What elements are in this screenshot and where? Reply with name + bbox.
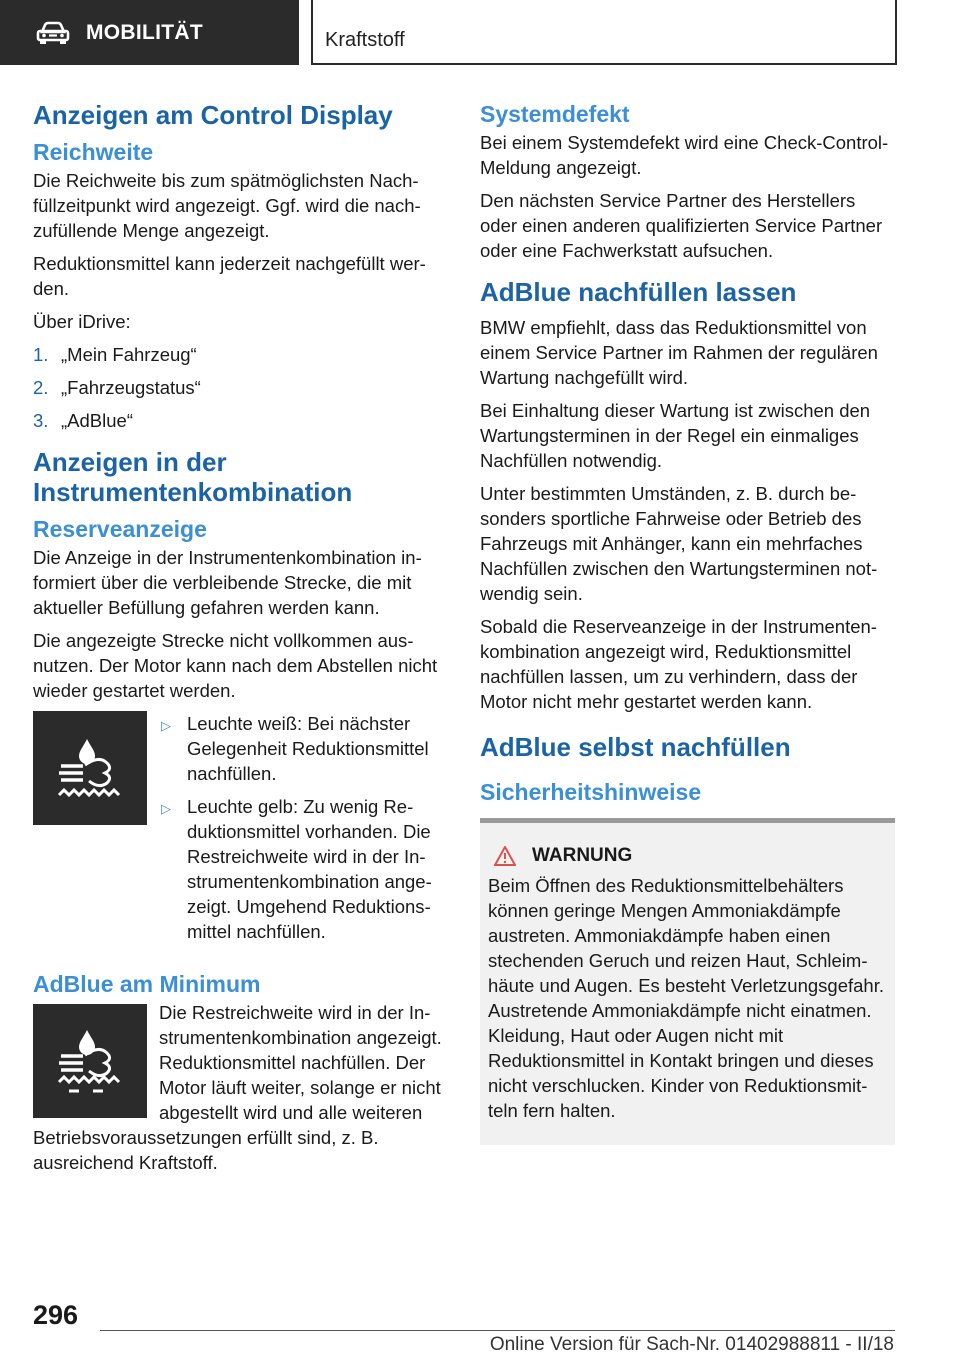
paragraph-service-2: Bei Einhaltung dieser Wartung ist zwischen den Wartungsterminen in der Regel ein einmaliges Nachfüllen notwendig. (480, 400, 871, 471)
heading-defect: Systemdefekt (480, 101, 630, 127)
triangle-bullet-icon: ▷ (161, 718, 171, 733)
paragraph-service-4: Sobald die Reserveanzeige in der Instrumentenkombination angezeigt wird, Reduktionsmittel nachfüllen lassen, um zu verhindern, dass der Motor nicht mehr gestartet werden kann. (480, 616, 877, 712)
warning-header (488, 845, 887, 867)
step-text: „Mein Fahrzeug“ (61, 344, 197, 365)
list-item (33, 408, 448, 433)
adblue-reserve-icon (33, 711, 147, 825)
right-column (480, 100, 895, 1145)
list-item (33, 375, 448, 400)
idrive-steps (33, 342, 448, 433)
section-label: MOBILITÄT (86, 20, 204, 44)
paragraph-defect-1: Bei einem Systemdefekt wird eine Check-Control-Meldung angezeigt. (480, 132, 889, 178)
warning-title: WARNUNG (532, 845, 633, 866)
adblue-minimum-icon (33, 1004, 147, 1118)
footer-divider (100, 1330, 895, 1331)
minimum-block (33, 1000, 448, 1175)
reserve-indicator-block (33, 711, 448, 952)
footer-text: Online Version für Sach-Nr. 01402988811 - II/18 (489, 1334, 894, 1355)
bullet-text: Leuchte gelb: Zu wenig Reduktionsmittel vorhanden. Die Restreichweite wird in der Instrumentenkombination angezeigt. Umgehend Reduktionsmittel nachfüllen. (187, 796, 432, 942)
list-item (33, 342, 448, 367)
step-number: 2. (33, 377, 49, 398)
page-number: 296 (33, 1300, 79, 1330)
breadcrumb (311, 0, 897, 65)
heading-minimum: AdBlue am Minimum (33, 971, 261, 997)
triangle-bullet-icon: ▷ (161, 801, 171, 816)
step-text: „Fahrzeugstatus“ (61, 377, 201, 398)
paragraph-service-3: Unter bestimmten Umständen, z. B. durch besonders sportliche Fahrweise oder Betrieb des Fahrzeugs mit Anhänger, kann ein mehrfaches Nachfüllen zwischen den Wartungsterminen notwendig sein. (480, 483, 878, 604)
left-column (33, 100, 448, 1183)
paragraph-reserve-2: Die angezeigte Strecke nicht vollkommen ausnutzen. Der Motor kann nach dem Abstellen nicht wieder gestartet werden. (33, 630, 438, 701)
paragraph-service-1: BMW empfiehlt, dass das Reduktionsmittel von einem Service Partner im Rahmen der regulären Wartung nachgefüllt wird. (480, 317, 878, 388)
warning-box (480, 818, 895, 1145)
heading-safety: Sicherheitshinweise (480, 779, 702, 805)
indicator-bullets (161, 711, 448, 952)
step-number: 3. (33, 410, 49, 431)
list-item (161, 794, 448, 944)
paragraph-minimum: Die Restreichweite wird in der Instrumentenkombination angezeigt. Reduktionsmittel nachfüllen. Der Motor läuft weiter, solange er nicht abgestellt wird und alle weiteren Betriebsvoraussetzungen erfüllt sind, z. B. ausreichend Kraftstoff. (33, 1002, 442, 1173)
step-number: 1. (33, 344, 49, 365)
breadcrumb-label: Kraftstoff (325, 29, 405, 51)
list-item (161, 711, 448, 786)
heading-reserve: Reserveanzeige (33, 516, 207, 542)
warning-text: Beim Öffnen des Reduktionsmittelbehälters können geringe Mengen Ammoniakdämpfe austreten. Ammoniakdämpfe haben einen stechenden Geruch und reizen Haut, Schleimhäute und Augen. Es besteht Verletzungsgefahr. Austretende Ammoniakdämpfe nicht einatmen. Kleidung, Haut oder Augen nicht mit Reduktionsmittel in Kontakt bringen und dieses nicht verschlucken. Kinder von Reduktionsmitteln fern halten. (488, 875, 884, 1121)
section-tab[interactable] (0, 0, 299, 65)
heading-range: Reichweite (33, 139, 154, 165)
warning-triangle-icon (494, 846, 516, 866)
heading-refill-self: AdBlue selbst nachfüllen (480, 732, 791, 762)
car-icon (36, 20, 70, 46)
paragraph-defect-2: Den nächsten Service Partner des Herstellers oder einen anderen qualifizierten Service Partner oder eine Fachwerkstatt aufsuchen. (480, 190, 883, 261)
bullet-text: Leuchte weiß: Bei nächster Gelegenheit Reduktionsmittel nachfüllen. (187, 713, 429, 784)
heading-control-display: Anzeigen am Control Display (33, 100, 393, 130)
heading-refill-service: AdBlue nachfüllen lassen (480, 277, 797, 307)
paragraph-idrive: Über iDrive: (33, 311, 131, 332)
paragraph-range-1: Die Reichweite bis zum spätmöglichsten Nachfüllzeitpunkt wird angezeigt. Ggf. wird die nachzufüllende Menge angezeigt. (33, 170, 421, 241)
paragraph-range-2: Reduktionsmittel kann jederzeit nachgefüllt werden. (33, 253, 426, 299)
paragraph-reserve-1: Die Anzeige in der Instrumentenkombination informiert über die verbleibende Strecke, die mit aktueller Befüllung gefahren werden kann. (33, 547, 422, 618)
step-text: „AdBlue“ (61, 410, 133, 431)
heading-cluster: Anzeigen in der Instrumentenkombination (33, 447, 353, 507)
